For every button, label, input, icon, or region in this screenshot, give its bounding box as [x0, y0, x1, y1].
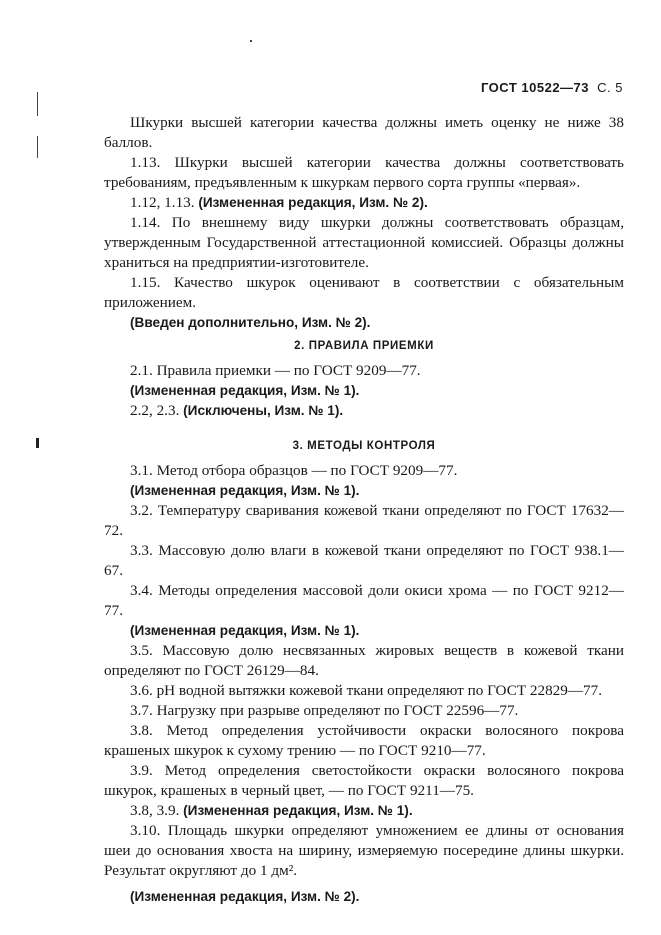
- amendment-note: (Измененная редакция, Изм. № 2).: [198, 195, 428, 210]
- section-3-title: 3. МЕТОДЫ КОНТРОЛЯ: [292, 440, 436, 452]
- amendment-3-4: (Измененная редакция, Изм. № 1).: [130, 623, 360, 638]
- paragraph-3-6: 3.6. pH водной вытяжки кожевой ткани определяют по ГОСТ 22829—77.: [130, 682, 603, 699]
- page-header: [481, 80, 623, 95]
- amendment-1-12: [104, 193, 624, 213]
- paragraph-1-15: 1.15. Качество шкурок оценивают в соответствии с обязательным приложением.: [104, 274, 624, 311]
- paragraph-3-3: 3.3. Массовую долю влаги в кожевой ткани определяют по ГОСТ 938.1—67.: [104, 542, 624, 579]
- scan-mark: [36, 438, 39, 448]
- section-3: [104, 436, 624, 456]
- scan-mark: [250, 40, 252, 42]
- excluded-number: 2.2, 2.3.: [130, 402, 180, 419]
- paragraph-3-10: 3.10. Площадь шкурки определяют умножением ее длины от основания шеи до основания хвоста на ширину, измеряемую посередине длины шкурки. Результат округляют до 1 дм².: [104, 822, 624, 879]
- amendment-2-1: (Измененная редакция, Изм. № 1).: [130, 383, 360, 398]
- section-2-title: 2. ПРАВИЛА ПРИЕМКИ: [294, 340, 434, 352]
- page-number: С. 5: [597, 80, 623, 95]
- section-2-body: [104, 361, 624, 421]
- amendment-3-1: (Измененная редакция, Изм. № 1).: [130, 483, 360, 498]
- paragraph-3-1: 3.1. Метод отбора образцов — по ГОСТ 9209—77.: [130, 462, 458, 479]
- paragraph-3-7: 3.7. Нагрузку при разрыве определяют по ГОСТ 22596—77.: [130, 702, 519, 719]
- paragraph-2-2: [104, 401, 624, 421]
- paragraph-3-9: 3.9. Метод определения светостойкости окраски волосяного покрова шкурок, крашеных в черный цвет, — по ГОСТ 9211—75.: [104, 762, 624, 799]
- section-3-body: [104, 461, 624, 907]
- paragraph-1-12-text: Шкурки высшей категории качества должны иметь оценку не ниже 38 баллов.: [104, 114, 624, 151]
- amendment-3-10: (Измененная редакция, Изм. № 2).: [130, 889, 360, 904]
- paragraph-3-8: 3.8. Метод определения устойчивости окраски волосяного покрова крашеных шкурок к сухому трению — по ГОСТ 9210—77.: [104, 722, 624, 759]
- amendment-number: 3.8, 3.9.: [130, 802, 180, 819]
- paragraph-3-4: 3.4. Методы определения массовой доли окиси хрома — по ГОСТ 9212—77.: [104, 582, 624, 619]
- amendment-3-8: [104, 801, 624, 821]
- excluded-note: (Исключены, Изм. № 1).: [183, 403, 344, 418]
- amendment-introduced: (Введен дополнительно, Изм. № 2).: [130, 315, 371, 330]
- section-2: [104, 336, 624, 356]
- amendment-number: 1.12, 1.13.: [130, 194, 195, 211]
- paragraph-2-1: 2.1. Правила приемки — по ГОСТ 9209—77.: [130, 362, 421, 379]
- scan-mark: [37, 136, 38, 158]
- paragraph-3-5: 3.5. Массовую долю несвязанных жировых веществ в кожевой ткани определяют по ГОСТ 26129—84.: [104, 642, 624, 679]
- gost-number: ГОСТ 10522—73: [480, 80, 590, 95]
- amendment-note: (Измененная редакция, Изм. № 1).: [183, 803, 413, 818]
- block-top: [104, 113, 624, 333]
- scan-mark: [37, 92, 38, 116]
- paragraph-1-14: 1.14. По внешнему виду шкурки должны соответствовать образцам, утвержденным Государственной аттестационной комиссией. Образцы должны храниться на предприятии-изготовителе.: [104, 214, 624, 271]
- paragraph-3-2: 3.2. Температуру сваривания кожевой ткани определяют по ГОСТ 17632—72.: [104, 502, 624, 539]
- paragraph-1-13: 1.13. Шкурки высшей категории качества должны соответствовать требованиям, предъявленным к шкуркам первого сорта группы «первая».: [104, 154, 624, 191]
